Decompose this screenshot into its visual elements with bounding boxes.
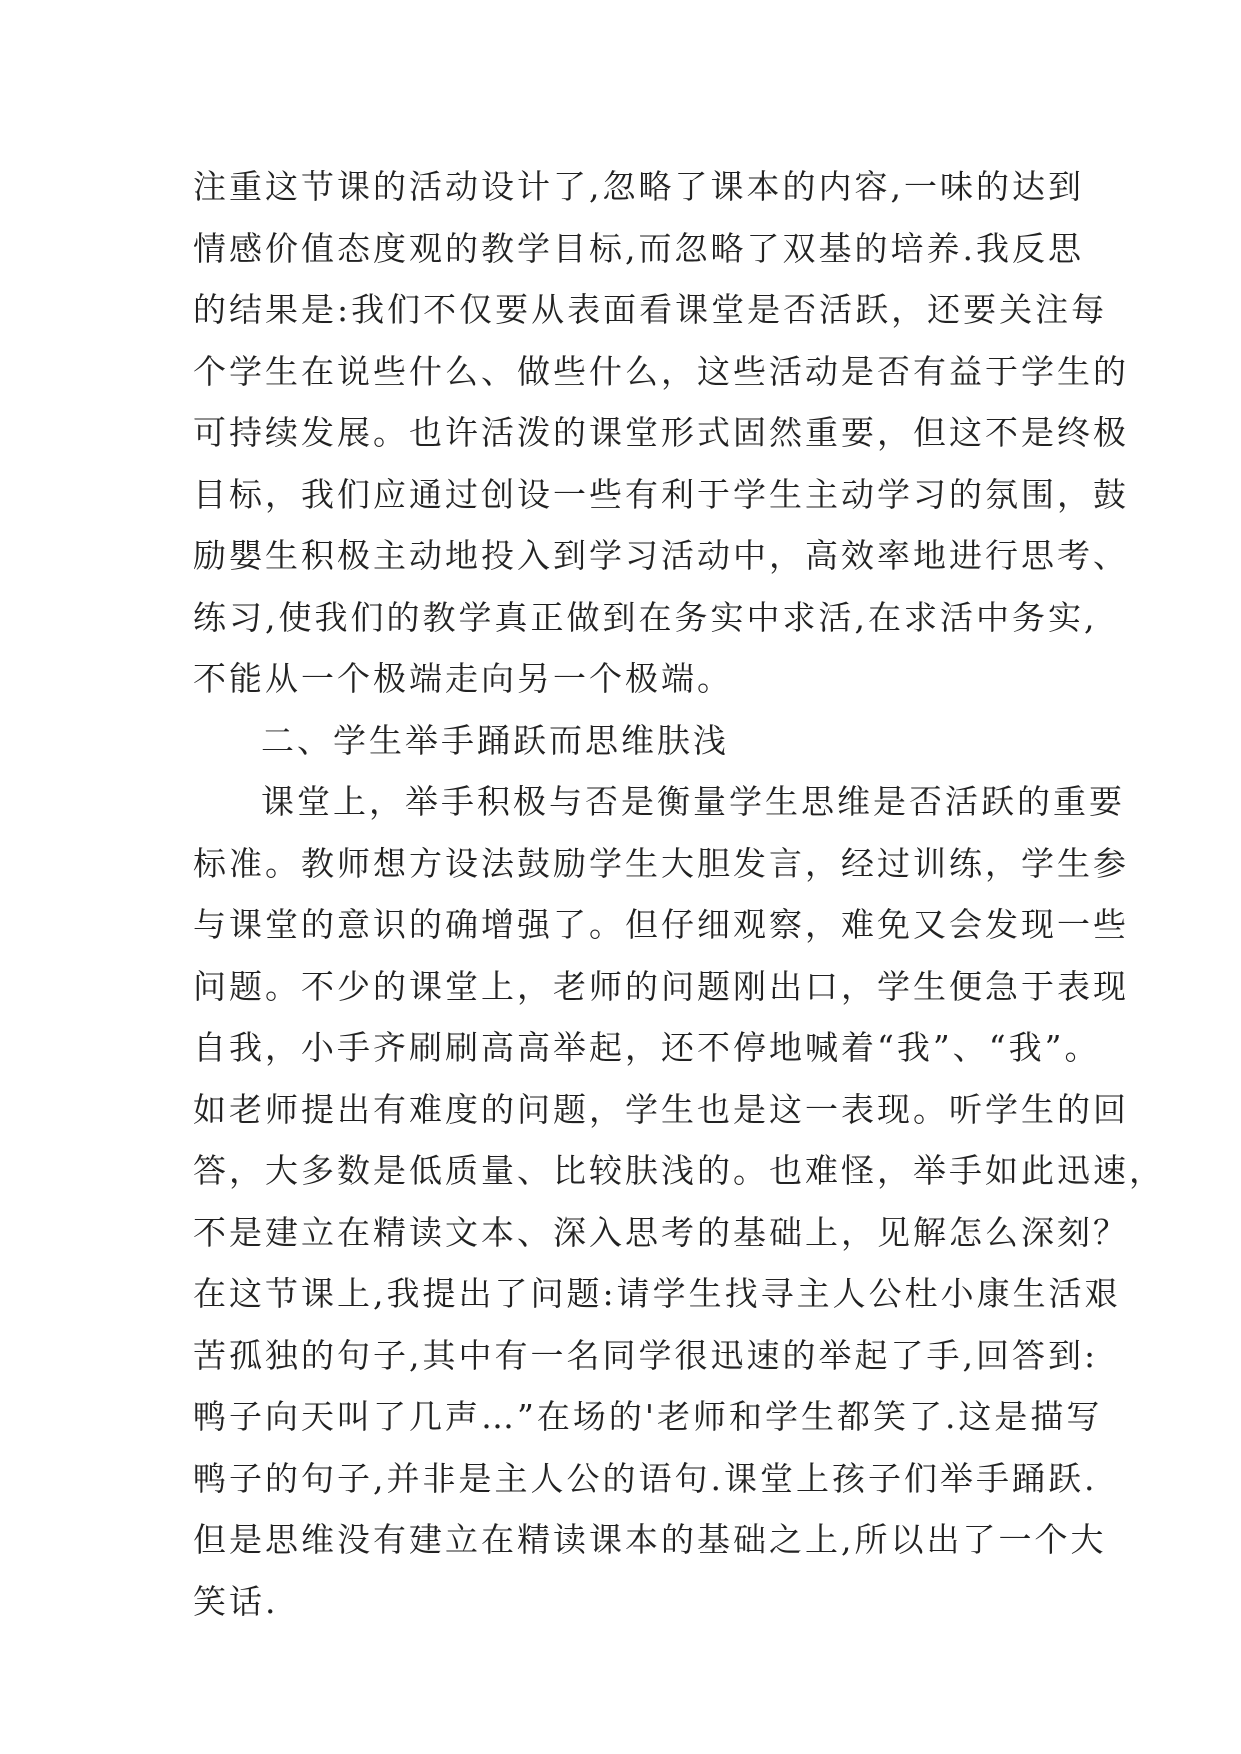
text-line: 目标，我们应通过创设一些有利于学生主动学习的氛围，鼓 [193,474,1129,514]
text-line: 标准。教师想方设法鼓励学生大胆发言，经过训练，学生参 [193,843,1129,883]
text-line: 笑话. [193,1581,279,1621]
text-line: 鸭子向天叫了几声…”在场的'老师和学生都笑了.这是描写 [193,1397,1103,1436]
text-line: 情感价值态度观的教学目标,而忽略了双基的培养.我反思 [193,228,1084,268]
text-line: 可持续发展。也许活泼的课堂形式固然重要，但这不是终极 [193,413,1129,452]
text-line: 如老师提出有难度的问题，学生也是这一表现。听学生的回 [193,1089,1129,1129]
text-line: 鸭子的句子,并非是主人公的语句.课堂上孩子们举手踊跃. [193,1458,1098,1498]
text-line: 练习,使我们的教学真正做到在务实中求活,在求活中务实, [193,597,1098,637]
text-line: 自我，小手齐刷刷高高举起，还不停地喊着“我”、“我”。 [193,1028,1101,1067]
text-line: 答，大多数是低质量、比较肤浅的。也难怪，举手如此迅速， [193,1151,1165,1190]
text-line: 不能从一个极端走向另一个极端。 [193,659,733,698]
text-line: 问题。不少的课堂上，老师的问题刚出口，学生便急于表现 [193,966,1129,1006]
text-line: 励嬰生积极主动地投入到学习活动中，高效率地进行思考、 [193,536,1129,575]
text-line: 但是思维没有建立在精读课本的基础之上,所以出了一个大 [193,1520,1107,1559]
text-line: 注重这节课的活动设计了,忽略了课本的内容,一味的达到 [193,167,1084,206]
text-line: 苦孤独的句子,其中有一名同学很迅速的举起了手,回答到: [193,1335,1099,1375]
section-heading: 二、学生举手踊跃而思维肤浅 [261,720,729,760]
text-line: 个学生在说些什么、做些什么，这些活动是否有益于学生的 [193,351,1129,391]
body-text [193,156,1165,1632]
text-line: 不是建立在精读文本、深入思考的基础上，见解怎么深刻？ [193,1212,1129,1252]
text-line: 的结果是:我们不仅要从表面看课堂是否活跃，还要关注每 [193,290,1108,329]
text-line: 与课堂的意识的确增强了。但仔细观察，难免又会发现一些 [193,905,1129,944]
paragraph-first-line: 课堂上，举手积极与否是衡量学生思维是否活跃的重要 [261,782,1125,821]
text-line: 在这节课上,我提出了问题:请学生找寻主人公杜小康生活艰 [193,1274,1121,1313]
